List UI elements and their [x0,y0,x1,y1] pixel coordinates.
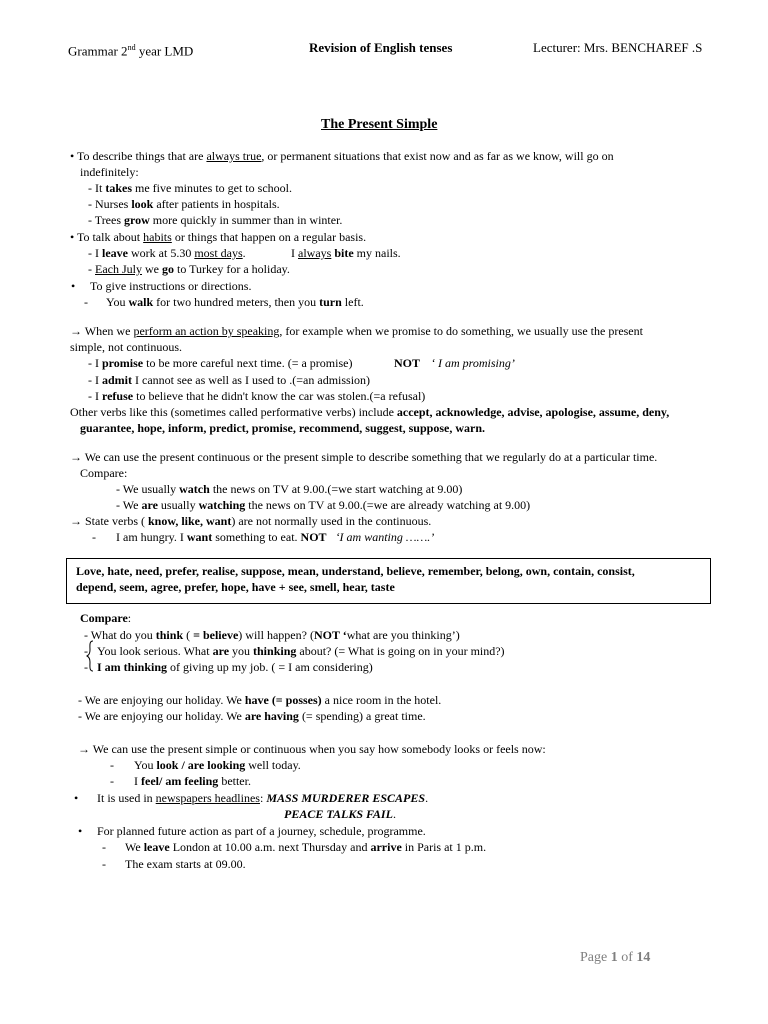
s3-bullet: • [71,279,76,293]
s9-example-2: The exam starts at 09.00. [125,857,246,871]
s2-example-1b: I always bite my nails. [291,246,401,260]
s9-bullet: • [78,824,83,838]
s4-other-verbs: Other verbs like this (sometimes called performative verbs) include accept, acknowledge, advise, apologise, assume, deny, [70,405,670,419]
s1-example-3: - Trees grow more quickly in summer than in winter. [88,213,343,227]
s4-example-2: - I admit I cannot see as well as I used to .(=an admission) [88,373,371,387]
s1-line: • To describe things that are always true, or permanent situations that exist now and as far as we know, will go on [70,149,614,163]
s2-example-1: - I leave work at 5.30 most days. [88,246,246,260]
s7-line: → We can use the present simple or continuous when you say how somebody looks or feels now: [78,742,546,756]
s3-example: You walk for two hundred meters, then you turn left. [106,295,364,309]
header-lecturer: Lecturer: Mrs. BENCHAREF .S [533,40,703,55]
s2-example-2: - Each July we go to Turkey for a holiday. [88,262,290,276]
s5-example-2: - We are usually watching the news on TV at 9.00.(=we are already watching at 9.00) [116,498,531,512]
state-verbs-line-2: depend, seem, agree, prefer, hope, have + see, smell, hear, taste [76,580,395,594]
s6-dash-2: - [84,644,88,658]
s6-example-3: I am thinking of giving up my job. ( = I am considering) [97,660,373,674]
s7-example-1: You look / are looking well today. [134,758,301,772]
s1-example-2: - Nurses look after patients in hospitals. [88,197,280,211]
s6-compare: Compare: [80,611,132,625]
s9-dash-1: - [102,840,106,854]
s4-example-1: - I promise to be more careful next time. (= a promise) [88,356,353,370]
s7-dash-1: - [110,758,114,772]
state-verbs-line-1: Love, hate, need, prefer, realise, suppose, mean, understand, believe, remember, belong, own, contain, consist, [76,564,635,578]
s7-example-2: I feel/ am feeling better. [134,774,251,788]
s1-cont: indefinitely: [80,165,139,179]
s3-dash: - [84,295,88,309]
s6-example-4: - We are enjoying our holiday. We have (= posses) a nice room in the hotel. [78,693,442,707]
s8-headline-2: PEACE TALKS FAIL. [284,807,396,821]
s9-example-1: We leave London at 10.00 a.m. next Thursday and arrive in Paris at 1 p.m. [125,840,487,854]
s4-other-verbs-cont: guarantee, hope, inform, predict, promise, recommend, suggest, suppose, warn. [80,421,485,435]
s4-line: → When we perform an action by speaking, for example when we promise to do something, we usually use the present [70,324,643,338]
s4-cont: simple, not continuous. [70,340,182,354]
s5-example-3: I am hungry. I want something to eat. NOT ‘I am wanting …….’ [116,530,435,544]
page-title: The Present Simple [321,117,438,132]
s2-line: • To talk about habits or things that happen on a regular basis. [70,230,367,244]
s7-dash-2: - [110,774,114,788]
s9-dash-2: - [102,857,106,871]
s6-dash-3: - [84,660,88,674]
s5-line: → We can use the present continuous or the present simple to describe something that we regularly do at a particular time. [70,450,658,464]
s1-example-1: - It takes me five minutes to get to school. [88,181,292,195]
page-number: Page 1 of 14 [580,950,651,965]
s8-line: It is used in newspapers headlines: MASS MURDERER ESCAPES. [97,791,429,805]
header-subject: Revision of English tenses [309,40,453,55]
s5-dash: - [92,530,96,544]
s3-line: To give instructions or directions. [90,279,252,293]
s4-not: NOT [394,356,421,370]
s6-example-5: - We are enjoying our holiday. We are having (= spending) a great time. [78,709,426,723]
s6-example-1: - What do you think ( = believe) will happen? (NOT ‘what are you thinking’) [84,628,460,642]
s4-quote: ‘ I am promising’ [431,356,515,370]
s6-example-2: You look serious. What are you thinking about? (= What is going on in your mind?) [97,644,505,658]
s5-example-1: - We usually watch the news on TV at 9.00.(=we start watching at 9.00) [116,482,463,496]
s5-compare: Compare: [80,466,128,480]
s8-bullet: • [74,791,79,805]
s5-state-verbs: → State verbs ( know, like, want) are not normally used in the continuous. [70,514,432,528]
s9-line: For planned future action as part of a journey, schedule, programme. [97,824,426,838]
s4-example-3: - I refuse to believe that he didn't know the car was stolen.(=a refusal) [88,389,426,403]
header-course: Grammar 2nd year LMD [68,43,194,59]
curly-brace-icon [86,640,94,672]
